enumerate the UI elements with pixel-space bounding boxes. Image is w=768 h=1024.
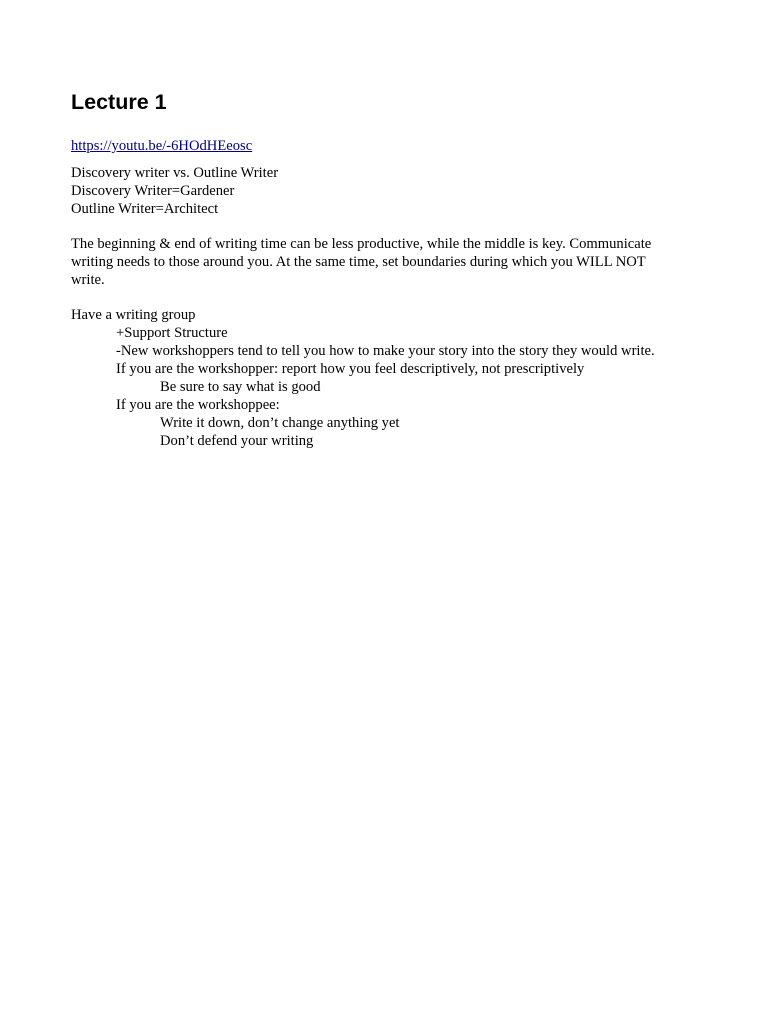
writer-types-line: Discovery writer vs. Outline Writer (71, 165, 279, 181)
writer-types-block (71, 164, 691, 218)
writing-time-paragraph: The beginning & end of writing time can be less productive, while the middle is key. Communicate writing needs to those around you. At the same time, set boundaries during which you WILL NOT write. (71, 236, 652, 288)
writing-group-section (71, 306, 691, 450)
new-workshoppers-item: -New workshoppers tend to tell you how to make your story into the story they would write. (116, 343, 655, 359)
workshoppee-tip: Write it down, don’t change anything yet (160, 415, 400, 431)
lecture-video-link[interactable]: https://youtu.be/-6HOdHEeosc (71, 138, 253, 154)
writer-types-line: Outline Writer=Architect (71, 201, 219, 217)
writer-types-line: Discovery Writer=Gardener (71, 183, 235, 199)
workshopper-item: If you are the workshopper: report how you feel descriptively, not prescriptively (116, 361, 585, 377)
document-page (71, 88, 691, 450)
support-structure-item: +Support Structure (116, 325, 228, 341)
document-title: Lecture 1 (71, 90, 167, 114)
writing-group-heading: Have a writing group (71, 307, 196, 323)
workshoppee-tip: Don’t defend your writing (160, 433, 314, 449)
workshopper-tip: Be sure to say what is good (160, 379, 321, 395)
workshoppee-item: If you are the workshoppee: (116, 397, 280, 413)
